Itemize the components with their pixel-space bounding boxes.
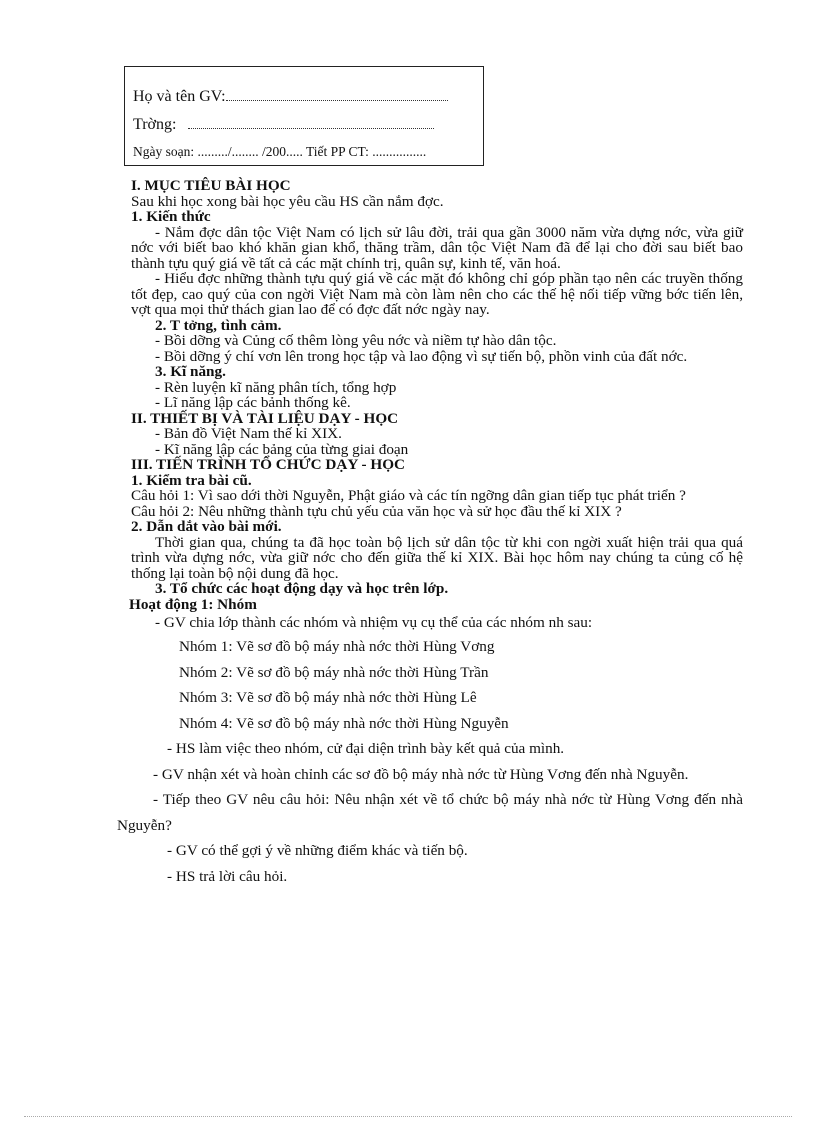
page-bottom-rule bbox=[24, 1116, 792, 1117]
group-1: Nhóm 1: Vẽ sơ đồ bộ máy nhà nớc thời Hùng Vơng bbox=[179, 638, 495, 655]
knowledge-title: 1. Kiến thức bbox=[131, 208, 211, 225]
skills-title: 3. Kĩ năng. bbox=[155, 363, 226, 380]
activity-1-title: Hoạt động 1: Nhóm bbox=[129, 595, 257, 613]
review-question-1: Câu hỏi 1: Vì sao dới thời Nguyễn, Phật giáo và các tín ngỡng dân gian tiếp tục phát triển ? bbox=[131, 487, 686, 504]
lesson-content bbox=[117, 177, 743, 889]
intro-title: 2. Dẫn dắt vào bài mới. bbox=[131, 518, 282, 535]
activities-title: 3. Tổ chức các hoạt động dạy và học trên lớp. bbox=[155, 580, 449, 597]
activity-1-step-4: - GV có thể gợi ý về những điểm khác và tiến bộ. bbox=[167, 842, 468, 859]
thought-title: 2. T tởng, tình cảm. bbox=[155, 316, 282, 334]
group-2: Nhóm 2: Vẽ sơ đồ bộ máy nhà nớc thời Hùng Trần bbox=[179, 663, 489, 681]
equipment-item-1: - Bản đồ Việt Nam thế kỉ XIX. bbox=[155, 425, 342, 442]
group-4: Nhóm 4: Vẽ sơ đồ bộ máy nhà nớc thời Hùng Nguyễn bbox=[179, 714, 509, 732]
equipment-item-2: - Kĩ năng lập các bảng của từng giai đoạn bbox=[155, 440, 409, 458]
date-label: Ngày soạn: ........./........ /200..... Tiết PP CT: ................ bbox=[133, 144, 427, 159]
date-line bbox=[133, 144, 426, 160]
teacher-label: Họ và tên GV: bbox=[133, 88, 226, 105]
review-question-2: Câu hỏi 2: Nêu những thành tựu chủ yếu của văn học và sử học đầu thế kỉ XIX ? bbox=[131, 502, 622, 520]
activity-1-task: - GV chia lớp thành các nhóm và nhiệm vụ cụ thể của các nhóm nh sau: bbox=[155, 614, 593, 631]
activity-1-step-3: - Tiếp theo GV nêu câu hỏi: Nêu nhận xét về tổ chức bộ máy nhà nớc từ Hùng Vơng đến nhà Nguyễn? bbox=[117, 791, 743, 834]
intro-paragraph: Thời gian qua, chúng ta đã học toàn bộ lịch sử dân tộc từ khi con ngời xuất hiện trải qua quá trình vừa dựng nớc, vừa giữ nớc cho đến giữa thế kỉ XIX. Bài học hôm nay chúng ta củng cố hệ thống lại toàn bộ nội dung đã học. bbox=[131, 533, 743, 582]
school-label: Trờng: bbox=[133, 116, 177, 133]
group-3: Nhóm 3: Vẽ sơ đồ bộ máy nhà nớc thời Hùng Lê bbox=[179, 689, 477, 706]
review-title: 1. Kiểm tra bài cũ. bbox=[131, 471, 252, 489]
activity-1-step-2: - GV nhận xét và hoàn chỉnh các sơ đồ bộ máy nhà nớc từ Hùng Vơng đến nhà Nguyễn. bbox=[153, 765, 689, 783]
school-blank bbox=[188, 116, 434, 129]
teacher-name-line bbox=[133, 88, 448, 106]
section-2-title: II. THIẾT BỊ VÀ TÀI LIỆU DẠY - HỌC bbox=[131, 409, 399, 427]
section-1-intro: Sau khi học xong bài học yêu cầu HS cần nắm đợc. bbox=[131, 192, 444, 210]
section-3-title: III. TIẾN TRÌNH TỔ CHỨC DẠY - HỌC bbox=[131, 456, 405, 473]
teacher-name-blank bbox=[226, 88, 448, 101]
section-1-title: I. MỤC TIÊU BÀI HỌC bbox=[131, 177, 291, 194]
header-info-box bbox=[124, 66, 484, 166]
activity-1-block bbox=[131, 612, 743, 736]
activity-1-step-1: - HS làm việc theo nhóm, cử đại diện trình bày kết quả của mình. bbox=[167, 740, 565, 757]
skills-item-2: - Lĩ năng lập các bảnh thống kê. bbox=[155, 394, 351, 411]
thought-paragraph-1: - Bồi dỡng và Củng cố thêm lòng yêu nớc và niềm tự hào dân tộc. bbox=[155, 332, 557, 349]
knowledge-paragraph-2: - Hiểu đợc những thành tựu quý giá về các mặt đó không chỉ góp phần tạo nên các truyền thống tốt đẹp, cao quý của con ngời Việt Nam mà còn làm nên cho các thế hệ nối tiếp vững bớc tiến lên, vợt qua mọi thử thách gian lao để có đợc đất nớc ngày nay. bbox=[131, 270, 743, 318]
skills-item-1: - Rèn luyện kĩ năng phân tích, tổng hợp bbox=[155, 378, 397, 396]
knowledge-paragraph-1: - Nắm đợc dân tộc Việt Nam có lịch sử lâu đời, trải qua gần 3000 năm vừa dựng nớc, vừa giữ nớc với biết bao khó khăn gian khổ, thăng trầm, dân tộc Việt Nam đã để lại cho đời sau biết bao thành tựu quý giá về tất cả các mặt chính trị, quân sự, kinh tế, văn hoá. bbox=[131, 223, 743, 272]
activity-1-step-5: - HS trả lời câu hỏi. bbox=[167, 867, 288, 885]
school-line bbox=[133, 116, 434, 134]
thought-paragraph-2: - Bồi dỡng ý chí vơn lên trong học tập và lao động vì sự tiến bộ, phồn vinh của đất nớc. bbox=[155, 347, 688, 365]
